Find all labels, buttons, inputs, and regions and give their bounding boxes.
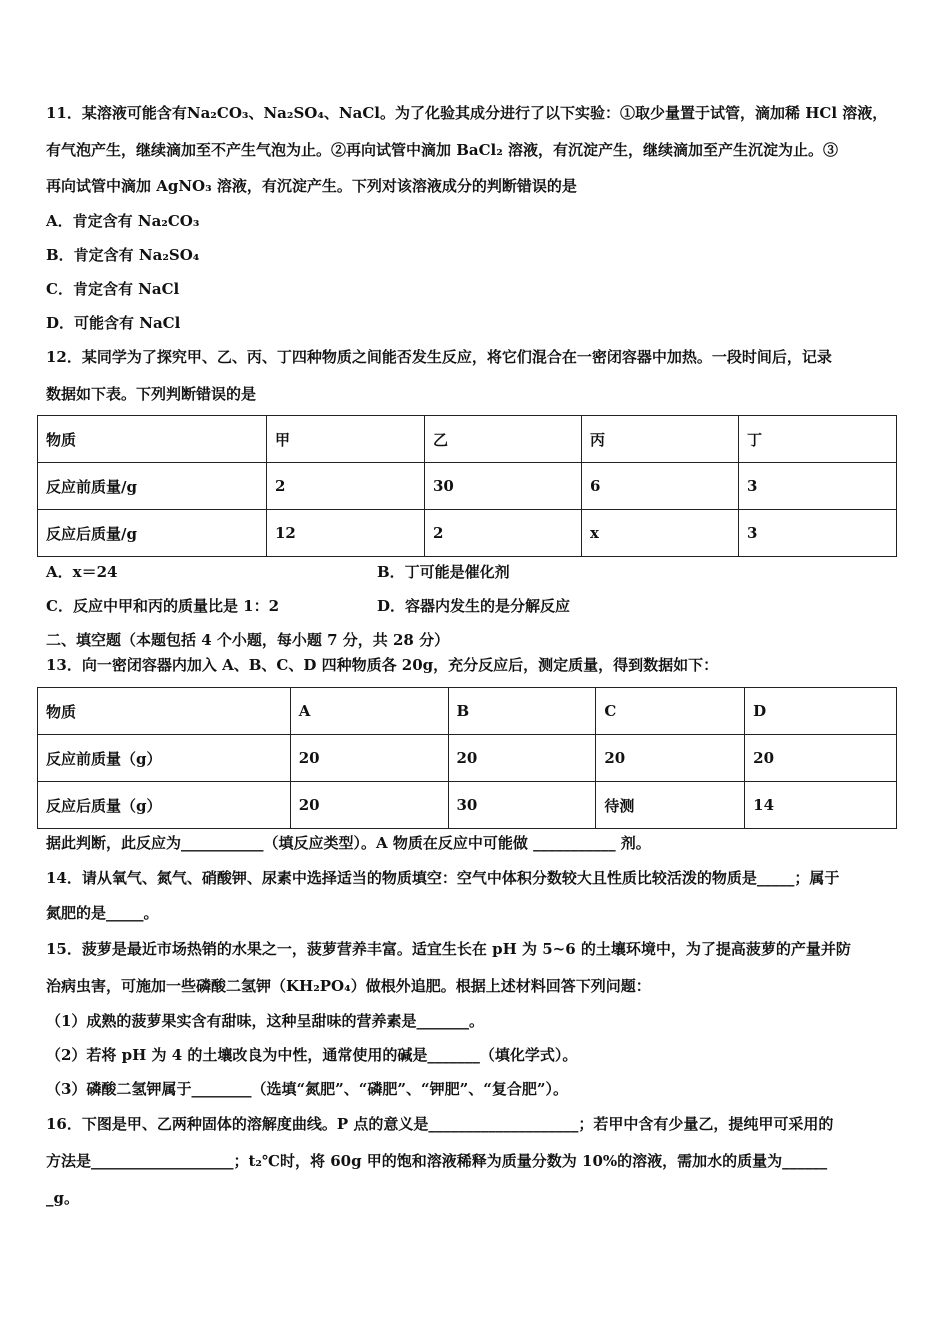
table-row [38, 782, 897, 829]
q16-line: _g。 [46, 1189, 79, 1207]
q11-option-d: D．可能含有 NaCl [46, 314, 181, 332]
section-heading: 二、填空题（本题包括 4 个小题，每小题 7 分，共 28 分） [46, 631, 450, 649]
table-cell: 反应后质量/g [38, 510, 267, 557]
table-cell: 20 [290, 735, 448, 782]
q11-option-c: C．肯定含有 NaCl [46, 280, 180, 298]
table-cell: 甲 [267, 416, 425, 463]
q12-option-c: C．反应中甲和丙的质量比是 1：2 [46, 597, 280, 615]
table-cell: x [582, 510, 739, 557]
q13-line: 13．向一密闭容器内加入 A、B、C、D 四种物质各 20g，充分反应后，测定质量，得到数据如下： [46, 656, 719, 674]
table-cell: 30 [448, 782, 596, 829]
table-cell: 乙 [425, 416, 582, 463]
q12-option-a: A．x＝24 [46, 563, 118, 581]
q16-line: 方法是___________________；t₂℃时，将 60g 甲的饱和溶液稀释为质量分数为 10%的溶液，需加水的质量为______ [46, 1152, 828, 1170]
table-cell: 3 [739, 510, 897, 557]
table-row [38, 735, 897, 782]
table-cell: 丙 [582, 416, 739, 463]
q13-table [37, 687, 897, 829]
q15-sub-2: （2）若将 pH 为 4 的土壤改良为中性，通常使用的碱是_______（填化学式）。 [46, 1046, 578, 1064]
table-cell: 20 [745, 735, 897, 782]
table-cell: 反应前质量（g） [38, 735, 291, 782]
table-cell: 物质 [38, 416, 267, 463]
q15-line: 治病虫害，可施加一些磷酸二氢钾（KH₂PO₄）做根外追肥。根据上述材料回答下列问题： [46, 977, 651, 995]
table-cell: 待测 [596, 782, 745, 829]
table-cell: 6 [582, 463, 739, 510]
q11-option-b: B．肯定含有 Na₂SO₄ [46, 246, 200, 264]
table-row [38, 510, 897, 557]
table-cell: A [290, 688, 448, 735]
table-cell: 反应后质量（g） [38, 782, 291, 829]
table-cell: B [448, 688, 596, 735]
table-cell: 丁 [739, 416, 897, 463]
table-cell: 3 [739, 463, 897, 510]
q14-line: 14．请从氧气、氮气、硝酸钾、尿素中选择适当的物质填空：空气中体积分数较大且性质比较活泼的物质是_____；属于 [46, 869, 840, 887]
table-cell: C [596, 688, 745, 735]
q16-line: 16．下图是甲、乙两种固体的溶解度曲线。P 点的意义是____________________；若甲中含有少量乙，提纯甲可采用的 [46, 1115, 834, 1133]
table-cell: 20 [290, 782, 448, 829]
q12-line: 12．某同学为了探究甲、乙、丙、丁四种物质之间能否发生反应，将它们混合在一密闭容器中加热。一段时间后，记录 [46, 348, 832, 366]
q11-option-a: A．肯定含有 Na₂CO₃ [46, 212, 200, 230]
table-row [38, 463, 897, 510]
q15-line: 15．菠萝是最近市场热销的水果之一，菠萝营养丰富。适宜生长在 pH 为 5~6 的土壤环境中，为了提高菠萝的产量并防 [46, 940, 851, 958]
table-cell: 12 [267, 510, 425, 557]
q11-line: 11．某溶液可能含有Na₂CO₃、Na₂SO₄、NaCl。为了化验其成分进行了以下实验：①取少量置于试管，滴加稀 HCl 溶液， [46, 104, 888, 122]
q11-line: 有气泡产生，继续滴加至不产生气泡为止。②再向试管中滴加 BaCl₂ 溶液，有沉淀产生，继续滴加至产生沉淀为止。③ [46, 141, 839, 159]
table-cell: 14 [745, 782, 897, 829]
q12-line: 数据如下表。下列判断错误的是 [46, 385, 257, 403]
q15-sub-3: （3）磷酸二氢钾属于________（选填“氮肥”、“磷肥”、“钾肥”、“复合肥”）。 [46, 1080, 568, 1098]
table-cell: 2 [425, 510, 582, 557]
q15-sub-1: （1）成熟的菠萝果实含有甜味，这种呈甜味的营养素是_______。 [46, 1012, 484, 1030]
q14-line: 氮肥的是_____。 [46, 904, 159, 922]
table-cell: 物质 [38, 688, 291, 735]
q12-table [37, 415, 897, 557]
table-cell: D [745, 688, 897, 735]
table-cell: 30 [425, 463, 582, 510]
q11-line: 再向试管中滴加 AgNO₃ 溶液，有沉淀产生。下列对该溶液成分的判断错误的是 [46, 177, 577, 195]
table-cell: 20 [596, 735, 745, 782]
q12-option-b: B．丁可能是催化剂 [377, 563, 510, 581]
q12-option-d: D．容器内发生的是分解反应 [377, 597, 571, 615]
q13-after: 据此判断，此反应为___________（填反应类型）。A 物质在反应中可能做 ___________ 剂。 [46, 834, 651, 852]
table-cell: 2 [267, 463, 425, 510]
table-row [38, 688, 897, 735]
table-cell: 反应前质量/g [38, 463, 267, 510]
table-row [38, 416, 897, 463]
table-cell: 20 [448, 735, 596, 782]
